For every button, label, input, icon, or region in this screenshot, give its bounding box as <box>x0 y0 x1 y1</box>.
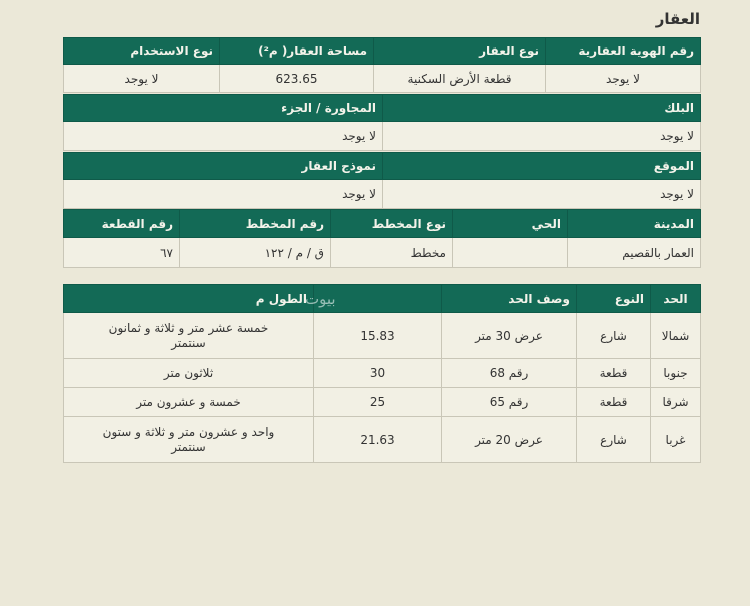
cell-type: قطعة <box>577 388 651 417</box>
value-property-type: قطعة الأرض السكنية <box>374 65 546 93</box>
cell-side: شمالا <box>651 313 701 359</box>
header-boundary-type: النوع <box>577 285 651 313</box>
header-block: البلك <box>383 95 701 122</box>
length-text-line1: خمسة عشر متر و ثلاثة و ثمانون <box>108 320 269 335</box>
boundaries-table <box>63 284 701 463</box>
header-usage-type: نوع الاستخدام <box>64 38 220 65</box>
header-property-id: رقم الهوية العقارية <box>546 38 701 65</box>
table-row <box>64 313 701 359</box>
cell-length-text <box>64 313 314 359</box>
value-plan-number: ق / م / ١٢٢ <box>180 238 331 268</box>
length-text-line2: سنتمتر <box>171 335 206 350</box>
cell-type: شارع <box>577 417 651 463</box>
cell-length-text: ثلاثون متر <box>64 359 314 388</box>
property-info-table <box>63 37 701 93</box>
cell-length-text: خمسة و عشرون متر <box>64 388 314 417</box>
header-boundary-description: وصف الحد <box>442 285 577 313</box>
header-length-m: الطول م <box>64 285 314 313</box>
value-block: لا يوجد <box>383 122 701 151</box>
city-plan-table <box>63 209 701 268</box>
value-property-id: لا يوجد <box>546 65 701 93</box>
cell-description: عرض 20 متر <box>442 417 577 463</box>
value-neighborhood-part: لا يوجد <box>64 122 383 151</box>
table-row <box>64 359 701 388</box>
cell-type: قطعة <box>577 359 651 388</box>
header-plot-number: رقم القطعة <box>64 210 180 238</box>
cell-length: 21.63 <box>314 417 442 463</box>
watermark-logo: بيوت <box>305 290 336 308</box>
header-property-area: مساحة العقار( م²) <box>220 38 374 65</box>
cell-side: جنوبا <box>651 359 701 388</box>
block-table <box>63 94 701 151</box>
header-district: الحي <box>453 210 568 238</box>
length-text-line2: سنتمتر <box>171 439 206 454</box>
cell-side: شرقا <box>651 388 701 417</box>
value-location: لا يوجد <box>383 180 701 209</box>
cell-description: عرض 30 متر <box>442 313 577 359</box>
cell-length: 30 <box>314 359 442 388</box>
value-property-area: 623.65 <box>220 65 374 93</box>
cell-type: شارع <box>577 313 651 359</box>
header-property-model: نموذج العقار <box>64 153 383 180</box>
value-plot-number: ٦٧ <box>64 238 180 268</box>
cell-description: رقم 68 <box>442 359 577 388</box>
cell-side: غربا <box>651 417 701 463</box>
value-city: العمار بالقصيم <box>568 238 701 268</box>
table-row <box>64 388 701 417</box>
value-usage-type: لا يوجد <box>64 65 220 93</box>
header-plan-number: رقم المخطط <box>180 210 331 238</box>
cell-description: رقم 65 <box>442 388 577 417</box>
cell-length: 15.83 <box>314 313 442 359</box>
header-property-type: نوع العقار <box>374 38 546 65</box>
value-plan-type: مخطط <box>331 238 453 268</box>
cell-length-text <box>64 417 314 463</box>
length-text-line1: واحد و عشرون متر و ثلاثة و ستون <box>102 424 275 439</box>
location-table <box>63 152 701 209</box>
table-row <box>64 417 701 463</box>
header-boundary-side: الحد <box>651 285 701 313</box>
cell-length: 25 <box>314 388 442 417</box>
value-property-model: لا يوجد <box>64 180 383 209</box>
section-title: العقار <box>655 10 700 28</box>
header-neighborhood-part: المجاورة / الجزء <box>64 95 383 122</box>
header-plan-type: نوع المخطط <box>331 210 453 238</box>
header-location: الموقع <box>383 153 701 180</box>
header-city: المدينة <box>568 210 701 238</box>
value-district <box>453 238 568 268</box>
